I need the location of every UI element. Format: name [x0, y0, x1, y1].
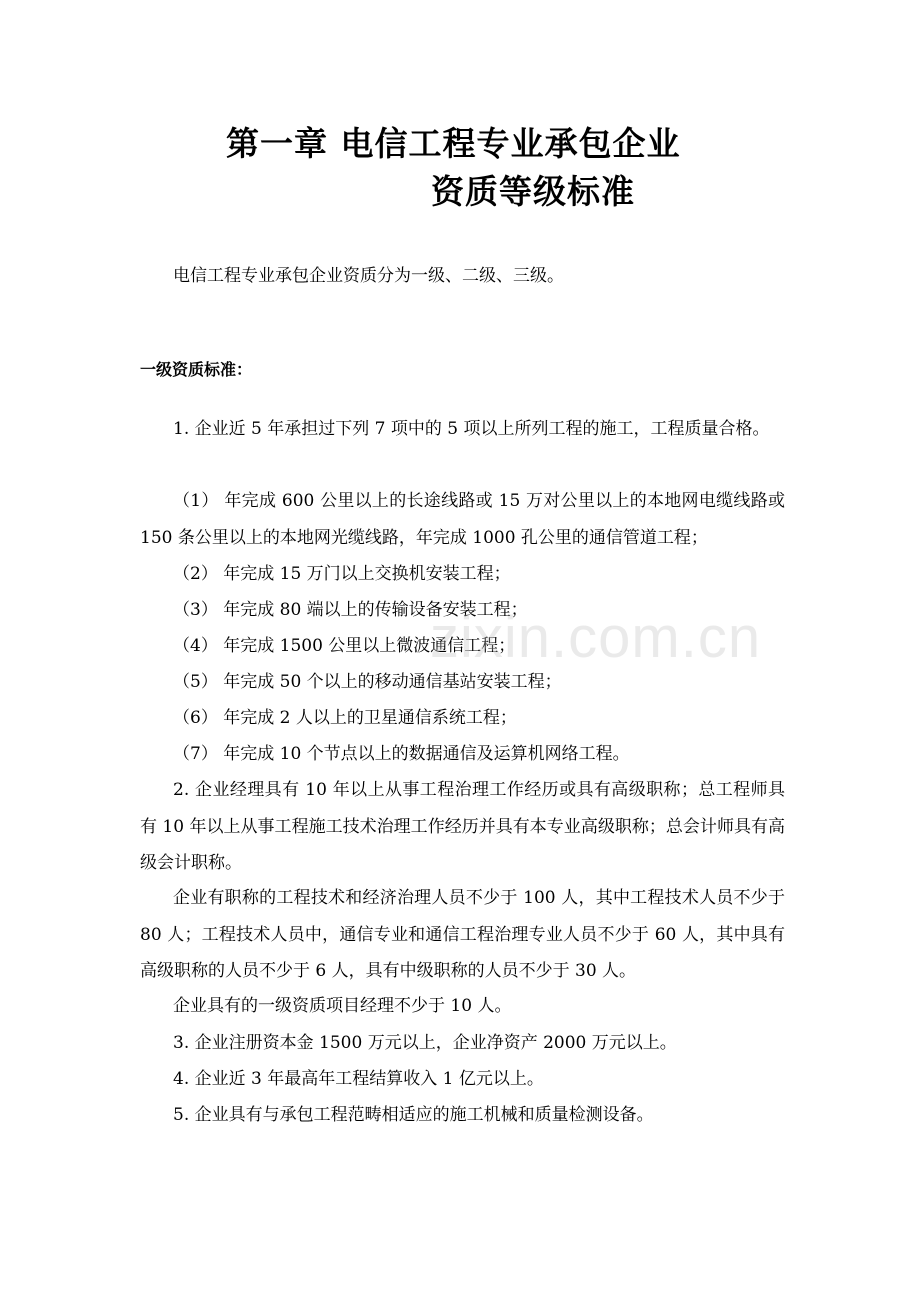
list-item: 2. 企业经理具有 10 年以上从事工程治理工作经历或具有高级职称；总工程师具有 10 年以上从事工程施工技术治理工作经历并具有本专业高级职称；总会计师具有高级会计职称。 [140, 780, 785, 873]
list-item: （6） 年完成 2 人以上的卫星通信系统工程； [173, 708, 517, 728]
list-item: （3） 年完成 80 端以上的传输设备安装工程； [173, 600, 528, 620]
list-item: （7） 年完成 10 个节点以上的数据通信及运算机网络工程。 [173, 744, 630, 764]
list-item: （5） 年完成 50 个以上的移动通信基站安装工程； [173, 672, 562, 692]
list-item: 企业具有的一级资质项目经理不少于 10 人。 [173, 996, 512, 1016]
section-heading: 一级资质标准： [140, 360, 253, 379]
list-item: （2） 年完成 15 万门以上交换机安装工程； [173, 564, 511, 584]
intro-paragraph: 电信工程专业承包企业资质分为一级、二级、三级。 [173, 266, 564, 286]
list-item: 4. 企业近 3 年最高年工程结算收入 1 亿元以上。 [173, 1069, 544, 1089]
list-item: （4） 年完成 1500 公里以上微波通信工程； [173, 636, 516, 656]
watermark: zixin.com.cn [430, 605, 762, 670]
list-item: （1） 年完成 600 公里以上的长途线路或 15 万对公里以上的本地网电缆线路或 150 条公里以上的本地网光缆线路，年完成 1000 孔公里的通信管道工程； [140, 491, 785, 548]
list-item: 企业有职称的工程技术和经济治理人员不少于 100 人，其中工程技术人员不少于 80 人；工程技术人员中，通信专业和通信工程治理专业人员不少于 60 人，其中具有高级职称的人员不少于 6 人，具有中级职称的人员不少于 30 人。 [140, 888, 785, 981]
list-item: 3. 企业注册资本金 1500 万元以上，企业净资产 2000 万元以上。 [173, 1033, 677, 1053]
list-item: 5. 企业具有与承包工程范畴相适应的施工机械和质量检测设备。 [173, 1105, 654, 1125]
chapter-title-line-1: 第一章 电信工程专业承包企业 [226, 124, 681, 163]
chapter-title-line-2: 资质等级标准 [431, 172, 635, 211]
list-item: 1. 企业近 5 年承担过下列 7 项中的 5 项以上所列工程的施工，工程质量合格。 [173, 419, 770, 439]
